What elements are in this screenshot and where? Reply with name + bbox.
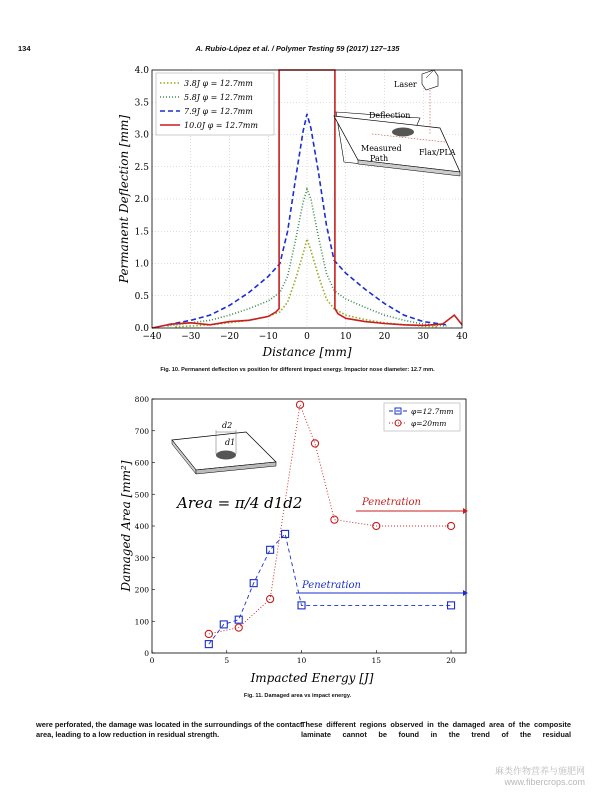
x-tick-label: 20 — [378, 332, 391, 342]
y-axis-label: Permanent Deflection [mm] — [117, 114, 131, 284]
data-point-square — [235, 616, 242, 623]
y-tick-label: 4.0 — [134, 66, 149, 76]
x-tick-label: 0 — [304, 332, 310, 342]
y-tick-label: 500 — [134, 490, 149, 500]
watermark-line-2: www.fibercrops.com — [504, 777, 585, 787]
y-tick-label: 200 — [134, 585, 149, 595]
series-line-2 — [168, 189, 447, 326]
figure-11-chart — [0, 388, 595, 690]
figure-11-caption: Fig. 11. Damaged area vs impact energy. — [243, 693, 352, 699]
inset-schematic — [334, 70, 460, 176]
x-tick-label: 0 — [149, 656, 155, 665]
penetration-label-blue: Penetration — [302, 580, 361, 591]
y-tick-label: 1.0 — [134, 259, 149, 270]
damage-ellipse — [392, 128, 414, 137]
data-point-circle — [311, 440, 318, 447]
x-tick-label: −30 — [181, 332, 201, 342]
legend-label: 10.0J φ = 12.7mm — [184, 121, 258, 130]
x-tick-label: 10 — [296, 656, 307, 665]
journal-header: A. Rubio-López et al. / Polymer Testing 59 (2017) 127–135 — [195, 44, 400, 53]
legend-label: 5.8J φ = 12.7mm — [184, 93, 253, 102]
y-tick-label: 3.5 — [134, 98, 149, 109]
x-tick-label: 20 — [446, 656, 456, 665]
inset-plate — [172, 421, 276, 474]
y-tick-label: 300 — [134, 553, 149, 563]
y-tick-label: 800 — [134, 395, 149, 404]
legend-label: φ=12.7mm — [411, 407, 454, 416]
inset-d2-label: d2 — [222, 421, 233, 430]
inset-d1-label: d1 — [225, 438, 236, 447]
figure-10-caption: Fig. 10. Permanent deflection vs position for different impact energy. Impactor nose diameter: 12.7 mm. — [160, 367, 435, 373]
legend-label: 7.9J φ = 12.7mm — [184, 107, 253, 116]
legend-label: 3.8J φ = 12.7mm — [184, 79, 253, 88]
x-tick-label: 40 — [456, 332, 468, 342]
y-tick-label: 100 — [134, 617, 149, 627]
y-tick-label: 0 — [144, 649, 149, 658]
legend — [384, 403, 460, 431]
arrow-head-red — [463, 508, 468, 514]
y-tick-label: 0.0 — [134, 324, 149, 334]
y-tick-label: 3.0 — [134, 130, 149, 141]
inset-path-label: Path — [370, 154, 389, 163]
inset-deflection-label: Deflection — [369, 111, 411, 120]
arrow-head-blue — [463, 590, 468, 596]
y-tick-label: 1.5 — [134, 227, 149, 238]
inset-laser-label: Laser — [394, 80, 417, 89]
body-text-right: These different regions observed in the damaged area of the composite laminate cannot be found in the trend of the residual — [301, 720, 571, 739]
y-tick-label: 2.0 — [134, 195, 149, 205]
x-tick-label: 15 — [371, 656, 382, 665]
x-axis-label: Impacted Energy [J] — [250, 671, 374, 685]
watermark-line-1: 麻类作物营养与施肥网 — [494, 766, 585, 776]
body-text-left: were perforated, the damage was located in the surroundings of the contact area, leading to a low reduction in residual strength. — [36, 720, 303, 739]
x-axis-label: Distance [mm] — [262, 345, 352, 359]
legend-label: φ=20mm — [411, 419, 447, 428]
page-number: 134 — [18, 44, 31, 53]
y-tick-label: 600 — [134, 458, 149, 468]
x-tick-label: −40 — [142, 332, 162, 342]
legend — [156, 73, 274, 135]
damage-ellipse — [216, 451, 236, 460]
inset-material-label: Flax/PLA — [419, 148, 456, 157]
figure-10-chart — [0, 60, 595, 365]
y-tick-label: 700 — [134, 426, 149, 436]
y-tick-label: 2.5 — [134, 162, 149, 173]
penetration-label-red: Penetration — [362, 497, 421, 508]
x-tick-label: 30 — [417, 332, 429, 342]
area-formula: Area = π/4 d1d2 — [177, 494, 303, 512]
y-tick-label: 0.5 — [134, 291, 149, 302]
inset-measured-label: Measured — [361, 144, 402, 153]
watermark — [470, 766, 585, 788]
x-tick-label: 10 — [340, 332, 352, 342]
y-axis-label: Damaged Area [mm²] — [119, 460, 133, 592]
x-tick-label: 5 — [224, 656, 230, 665]
x-tick-label: −10 — [258, 332, 278, 342]
tick-labels — [135, 395, 456, 665]
x-tick-label: −20 — [220, 332, 239, 342]
data-point-circle — [331, 516, 338, 523]
y-tick-label: 400 — [134, 522, 149, 531]
laser-box — [422, 70, 438, 90]
